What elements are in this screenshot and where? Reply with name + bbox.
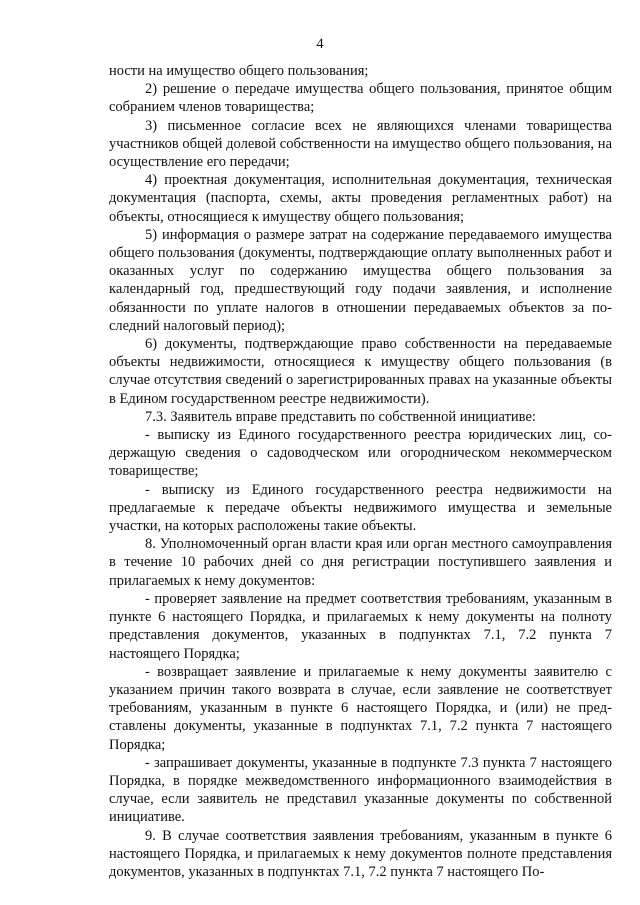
paragraph-7-3-bullet-2: - выписку из Единого государственного реестра недвижимости на предлагаемые к передаче объекты недвижимого имущества и земельные участки, на которых расположены такие объекты.	[109, 481, 612, 535]
paragraph-7-3: 7.3. Заявитель вправе представить по собственной инициативе:	[145, 408, 536, 425]
paragraph-9: 9. В случае соответствия заявления требованиям, указанным в пункте 6 настоящего Порядка, и прилагаемых к нему документов полноте представления документов, указанных в подпунктах 7.1, 7.2 пункта 7 настоящего По-	[109, 827, 612, 880]
paragraph-8-bullet-2: - возвращает заявление и прилагаемые к нему документы заявителю с указанием причин такого возврата в случае, если заявление не соответствует требованиям, указанным в пункте 6 настоящего Порядка, и (или) не представлены документы, указанные в подпунктах 7.1, 7.2 пункта 7 настоящего Порядка;	[109, 663, 612, 753]
paragraph-7-3-bullet-1: - выписку из Единого государственного реестра юридических лиц, содержащую сведения о садоводческом или огородническом некоммерческом товариществе;	[109, 427, 612, 480]
paragraph-8-bullet-1: - проверяет заявление на предмет соответствия требованиям, указанным в пункте 6 настоящего Порядка, и прилагаемых к нему документы на полноту представления документов, указанных в подпунктах 7.1, 7.2 пункта 7 настоящего Порядка;	[109, 590, 612, 662]
paragraph-item-4: 4) проектная документация, исполнительная документация, техническая документация (паспорта, схемы, акты проведения регламентных работ) на объекты, относящиеся к имуществу общего пользования;	[109, 172, 612, 225]
paragraph-item-6: 6) документы, подтверждающие право собственности на передаваемые объекты недвижимости, относящиеся к имуществу общего пользования (в случае отсутствия сведений о зарегистрированных правах на указанные объекты в Едином государственном реестре недвижимости).	[109, 336, 612, 407]
paragraph-item-3: 3) письменное согласие всех не являющихся членами товарищества участников общей долевой собственности на имущество общего пользования, на осуществление его передачи;	[109, 117, 612, 171]
document-body	[109, 62, 612, 881]
page-number: 4	[316, 36, 324, 52]
paragraph-8-bullet-3: - запрашивает документы, указанные в подпункте 7.3 пункта 7 настоящего Порядка, в порядке межведомственного информационного взаимодействия в случае, если заявитель не представил указанные документы по собственной инициативе.	[109, 754, 612, 826]
paragraph-8: 8. Уполномоченный орган власти края или орган местного самоуправления в течение 10 рабочих дней со дня регистрации поступившего заявления и прилагаемых к нему документов:	[109, 536, 612, 589]
paragraph-item-2: 2) решение о передаче имущества общего пользования, принятое общим собранием членов товарищества;	[109, 81, 612, 116]
paragraph-continuation: ности на имущество общего пользования;	[109, 63, 369, 79]
paragraph-item-5: 5) информация о размере затрат на содержание передаваемого имущества общего пользования (документы, подтверждающие оплату выполненных работ и оказанных услуг по содержанию имущества общего пользования за календарный год, предшествующий году подачи заявления, и исполнение обязанности по уплате налогов в отношении передаваемых объектов за последний налоговый период);	[109, 226, 612, 334]
